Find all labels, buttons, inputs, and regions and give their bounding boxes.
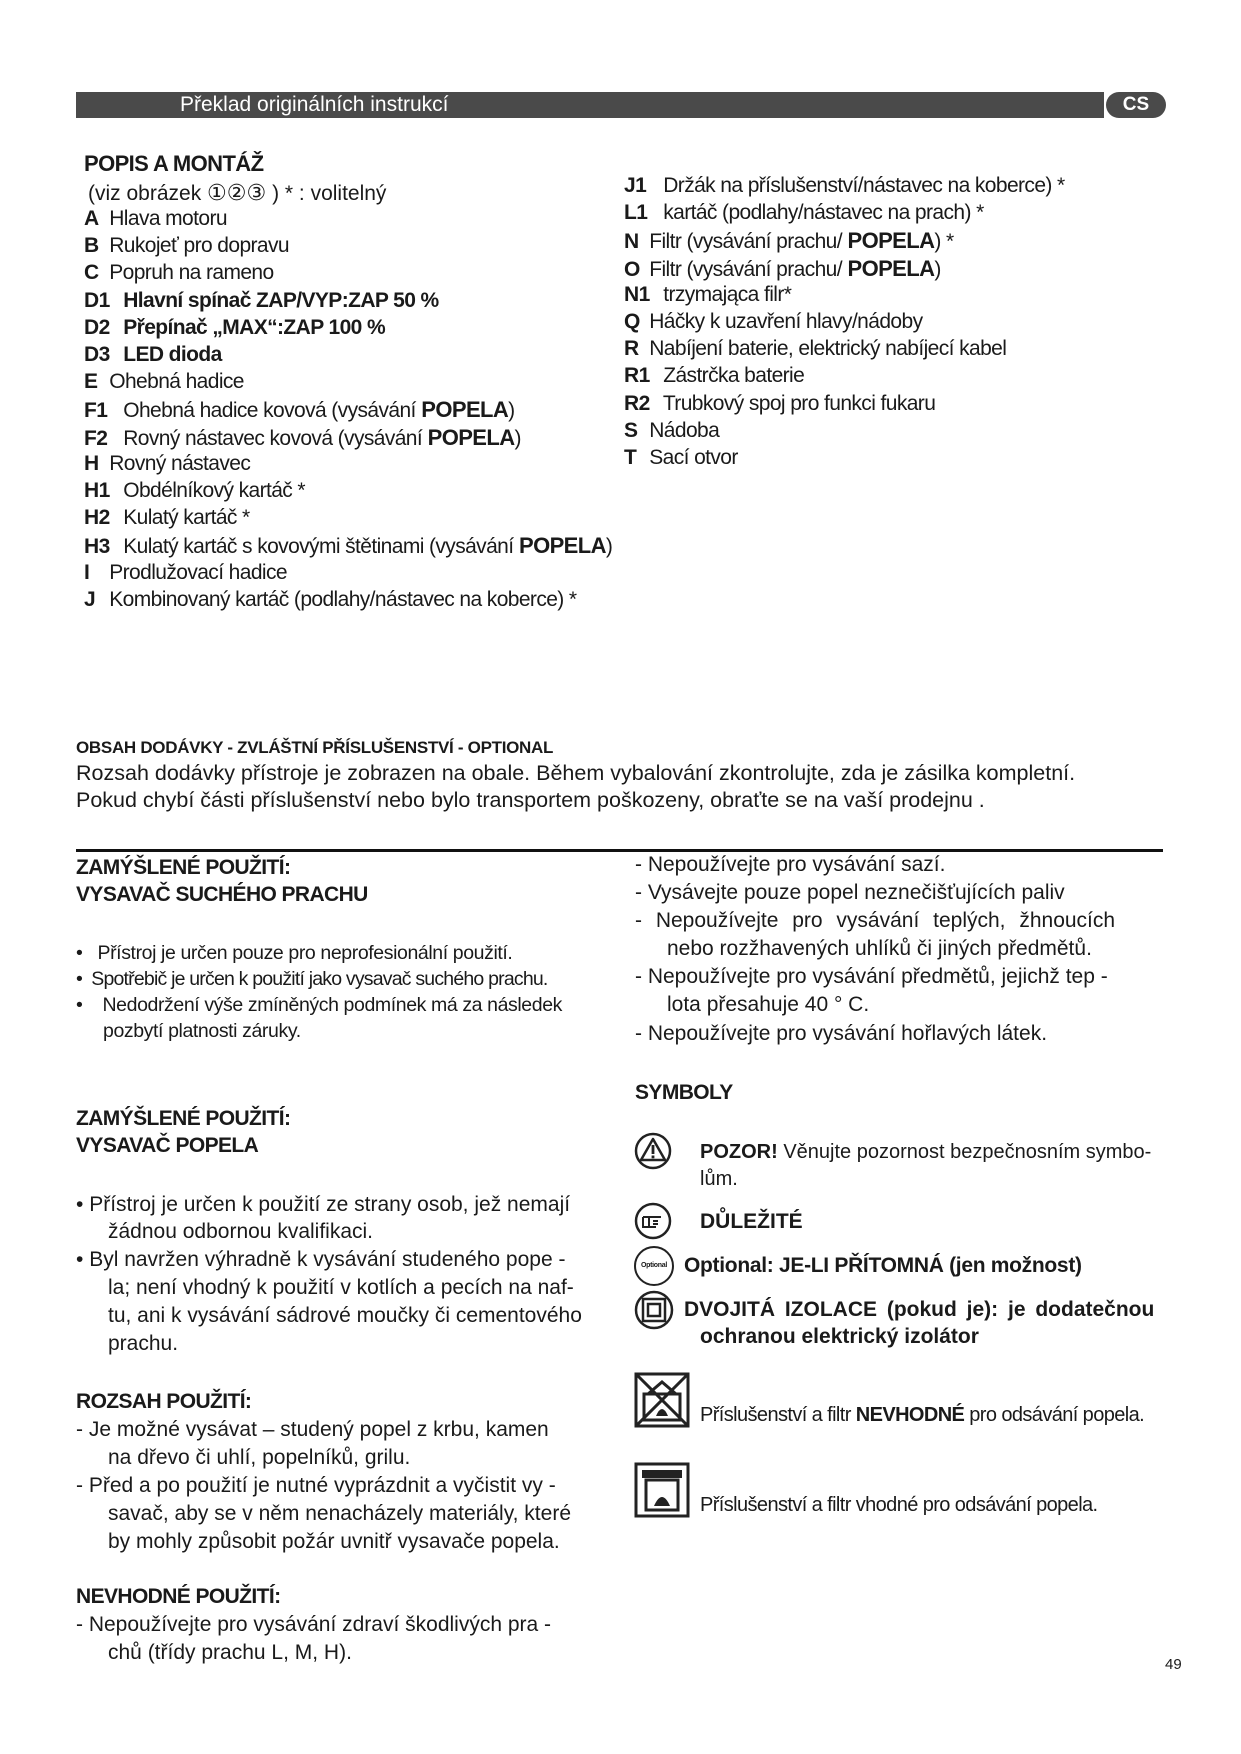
item-key: D2: [84, 315, 110, 339]
list-item: - Nepoužívejte pro vysávání sazí.: [635, 853, 946, 876]
optional-label: Optional: JE-LI PŘÍTOMNÁ (jen možnost): [684, 1254, 1082, 1277]
item-text: Obdélníkový kartáč *: [118, 479, 305, 502]
pointing-hand-icon: [634, 1202, 672, 1240]
item-text: Filtr (vysávání prachu/: [644, 230, 842, 254]
list-item-cont: pozbytí platnosti záruky.: [103, 1020, 301, 1042]
item-text: Prodlužovací hadice: [104, 560, 287, 584]
list-item-cont: nebo rozžhavených uhlíků či jiných předmětů.: [667, 937, 1092, 960]
item-bold: POPELA: [842, 255, 935, 281]
list-item: [84, 261, 274, 285]
list-item: [84, 506, 250, 530]
list-item-cont: prachu.: [108, 1332, 179, 1355]
list-item-cont: tu, ani k vysávání sádrové moučky či cementového: [108, 1304, 582, 1327]
item-key: H3: [84, 535, 110, 559]
item-key: R1: [624, 364, 650, 388]
list-item: [624, 283, 791, 307]
item-key: S: [624, 418, 638, 442]
list-item: [84, 533, 612, 559]
item-text: Ohebná hadice kovová (vysávání: [118, 399, 416, 423]
subtitle-pre: (viz obrázek: [88, 182, 202, 205]
list-item: • Přístroj je určen pouze pro neprofesionální použití.: [76, 942, 513, 964]
list-item: - Nepoužívejte pro vysávání předmětů, jejichž tep -: [635, 965, 1108, 988]
item-text: Zástrčka baterie: [658, 364, 805, 388]
sucheho-heading1: ZAMÝŠLENÉ POUŽITÍ:: [76, 856, 291, 879]
list-item: [84, 479, 305, 503]
optional-icon: Optional: [634, 1246, 674, 1286]
item-key: T: [624, 446, 637, 469]
item-text: Trubkový spoj pro funkci fukaru: [658, 391, 936, 415]
item-text: Nabíjení baterie, elektrický nabíjecí kabel: [644, 337, 1007, 361]
item-key: F1: [84, 399, 108, 423]
obsah-line2: Pokud chybí části příslušenství nebo bylo transportem poškozeny, obraťte se na vaší prodejnu .: [76, 788, 985, 812]
item-key: J: [84, 587, 96, 611]
popis-heading: POPIS A MONTÁŽ: [84, 151, 264, 176]
list-item: - Nepoužívejte pro vysávání teplých, žhnoucích: [635, 909, 1116, 932]
list-item: [624, 364, 804, 388]
list-item-cont: by mohly způsobit požár uvnitř vysavače popela.: [108, 1530, 560, 1553]
list-item: [84, 588, 577, 612]
item-text: trzymająca filr*: [658, 282, 792, 306]
item-text: Sací otvor: [644, 446, 738, 469]
dvojita-line2: ochranou elektrický izolátor: [700, 1325, 979, 1348]
nevhodne-heading: NEVHODNÉ POUŽITÍ:: [76, 1585, 281, 1608]
list-item-cont: na dřevo či uhlí, popelníků, grilu.: [108, 1446, 411, 1469]
list-item: [84, 452, 250, 476]
list-item: [624, 174, 1065, 198]
item-key: N1: [624, 282, 650, 306]
item-text: Ohebná hadice: [104, 370, 244, 394]
dulezite-label: DŮLEŽITÉ: [700, 1210, 803, 1233]
pozor-line: POZOR! Věnujte pozornost bezpečnosním symbo-: [700, 1141, 1152, 1163]
popela-heading2: VYSAVAČ POPELA: [76, 1134, 259, 1157]
list-item: • Nedodržení výše zmíněných podmínek má za následek: [76, 994, 562, 1016]
item-text: kartáč (podlahy/nástavec na prach) *: [658, 201, 984, 225]
list-item: [84, 397, 515, 423]
item-bold: POPELA: [513, 533, 606, 559]
list-item: [84, 370, 244, 394]
item-text: Rovný nástavec: [104, 451, 251, 475]
page-number: 49: [1165, 1656, 1182, 1673]
item-key: H1: [84, 479, 110, 502]
item-text: Hlava motoru: [104, 207, 227, 230]
sucheho-heading2: VYSAVAČ SUCHÉHO PRACHU: [76, 883, 368, 906]
item-after: ): [605, 535, 613, 559]
item-after: ): [934, 257, 941, 281]
item-key: N: [624, 230, 639, 254]
item-key: I: [84, 560, 90, 584]
symboly-heading: SYMBOLY: [635, 1081, 733, 1104]
list-item: • Spotřebič je určen k použití jako vysavač suchého prachu.: [76, 968, 548, 990]
obsah-line1: Rozsah dodávky přístroje je zobrazen na obale. Během vybalování zkontrolujte, zda je zásilka kompletní.: [76, 761, 1076, 785]
item-key: D1: [84, 288, 110, 312]
list-item: [84, 316, 385, 340]
list-item: [84, 207, 227, 231]
figure-circles: ①②③: [207, 180, 267, 205]
item-text: Kulatý kartáč s kovovými štětinami (vysávání: [118, 535, 514, 559]
popela-heading1: ZAMÝŠLENÉ POUŽITÍ:: [76, 1107, 291, 1130]
item-bold: POPELA: [415, 397, 509, 423]
suitable-ash-icon: [634, 1462, 690, 1518]
list-item: - Nepoužívejte pro vysávání zdraví škodlivých pra -: [76, 1613, 552, 1636]
item-text: Přepínač „MAX“:ZAP 100 %: [118, 315, 386, 339]
list-item-cont: la; není vhodný k použití v kotlích a pecích na naf-: [108, 1276, 574, 1299]
item-key: R: [624, 337, 639, 361]
list-item: [84, 289, 439, 313]
item-key: R2: [624, 391, 650, 415]
list-item: [624, 337, 1006, 361]
list-item: [624, 310, 922, 334]
item-text: Háčky k uzavření hlavy/nádoby: [644, 310, 923, 333]
vhodne-symbol-label: Příslušenství a filtr vhodné pro odsávání popela.: [700, 1494, 1098, 1516]
item-text: LED dioda: [118, 343, 222, 366]
list-item: [84, 234, 289, 258]
not-suitable-ash-icon: [634, 1372, 690, 1428]
list-item: • Přístroj je určen k použití ze strany osob, jež nemají: [76, 1193, 571, 1216]
item-text: Nádoba: [644, 418, 720, 442]
list-item: - Vysávejte pouze popel neznečišťujících paliv: [635, 881, 1065, 904]
list-item: [624, 419, 719, 443]
item-key: A: [84, 207, 99, 230]
list-item: - Je možné vysávat – studený popel z krbu, kamen: [76, 1418, 549, 1441]
item-key: L1: [624, 201, 648, 225]
nevhodne-symbol-label: Příslušenství a filtr NEVHODNÉ pro odsávání popela.: [700, 1404, 1145, 1426]
item-text: Rukojeť pro dopravu: [104, 234, 289, 258]
list-item-cont: žádnou odbornou kvalifikaci.: [108, 1220, 374, 1243]
list-item: [624, 201, 984, 225]
item-text: Rovný nástavec kovová (vysávání: [118, 426, 423, 450]
dvojita-line1: DVOJITÁ IZOLACE (pokud je): je dodatečnou: [684, 1298, 1155, 1321]
item-bold: POPELA: [842, 228, 935, 254]
list-item: [624, 392, 935, 416]
list-item: - Před a po použití je nutné vyprázdnit a vyčistit vy -: [76, 1474, 556, 1497]
item-text: Kombinovaný kartáč (podlahy/nástavec na koberce) *: [104, 587, 577, 611]
list-item: [624, 228, 954, 254]
list-item: [84, 561, 287, 585]
item-text: Popruh na rameno: [104, 261, 274, 285]
double-insulation-icon: [634, 1290, 674, 1330]
list-item-cont: chů (třídy prachu L, M, H).: [108, 1641, 352, 1664]
item-key: B: [84, 234, 99, 258]
item-key: D3: [84, 343, 110, 366]
list-item: [624, 446, 738, 470]
item-key: H2: [84, 506, 110, 530]
popis-subtitle: [88, 180, 386, 206]
rozsah-heading: ROZSAH POUŽITÍ:: [76, 1390, 252, 1413]
subtitle-post: ) * : volitelný: [272, 182, 387, 205]
item-after: ) *: [934, 230, 954, 254]
item-key: F2: [84, 426, 108, 450]
language-badge: CS: [1106, 92, 1166, 118]
list-item-cont: savač, aby se v něm nenacházely materiály, které: [108, 1502, 571, 1525]
item-after: ): [508, 399, 515, 423]
item-text: Hlavní spínač ZAP/VYP:ZAP 50 %: [118, 288, 439, 312]
item-key: J1: [624, 174, 647, 197]
list-item: - Nepoužívejte pro vysávání hořlavých látek.: [635, 1022, 1048, 1045]
list-item: [84, 343, 222, 367]
item-key: E: [84, 370, 98, 394]
list-item: • Byl navržen výhradně k vysávání studeného pope -: [76, 1248, 566, 1271]
item-text: Držák na příslušenství/nástavec na koberce) *: [658, 174, 1065, 197]
item-key: Q: [624, 310, 640, 333]
header-title: Překlad originálních instrukcí: [180, 93, 449, 116]
pozor-line2: lům.: [700, 1168, 738, 1190]
item-key: O: [624, 257, 640, 281]
list-item: [84, 425, 521, 451]
item-text: Filtr (vysávání prachu/: [644, 257, 842, 281]
obsah-heading: OBSAH DODÁVKY - ZVLÁŠTNÍ PŘÍSLUŠENSTVÍ - OPTIONAL: [76, 738, 554, 757]
item-bold: POPELA: [422, 424, 515, 450]
section-divider: [76, 849, 1163, 852]
list-item: [624, 256, 941, 282]
item-key: C: [84, 261, 99, 285]
list-item-cont: lota přesahuje 40 ° C.: [667, 993, 870, 1016]
item-after: ): [514, 426, 521, 450]
item-text: Kulatý kartáč *: [118, 506, 250, 530]
item-key: H: [84, 451, 99, 475]
warning-icon: [634, 1132, 672, 1170]
